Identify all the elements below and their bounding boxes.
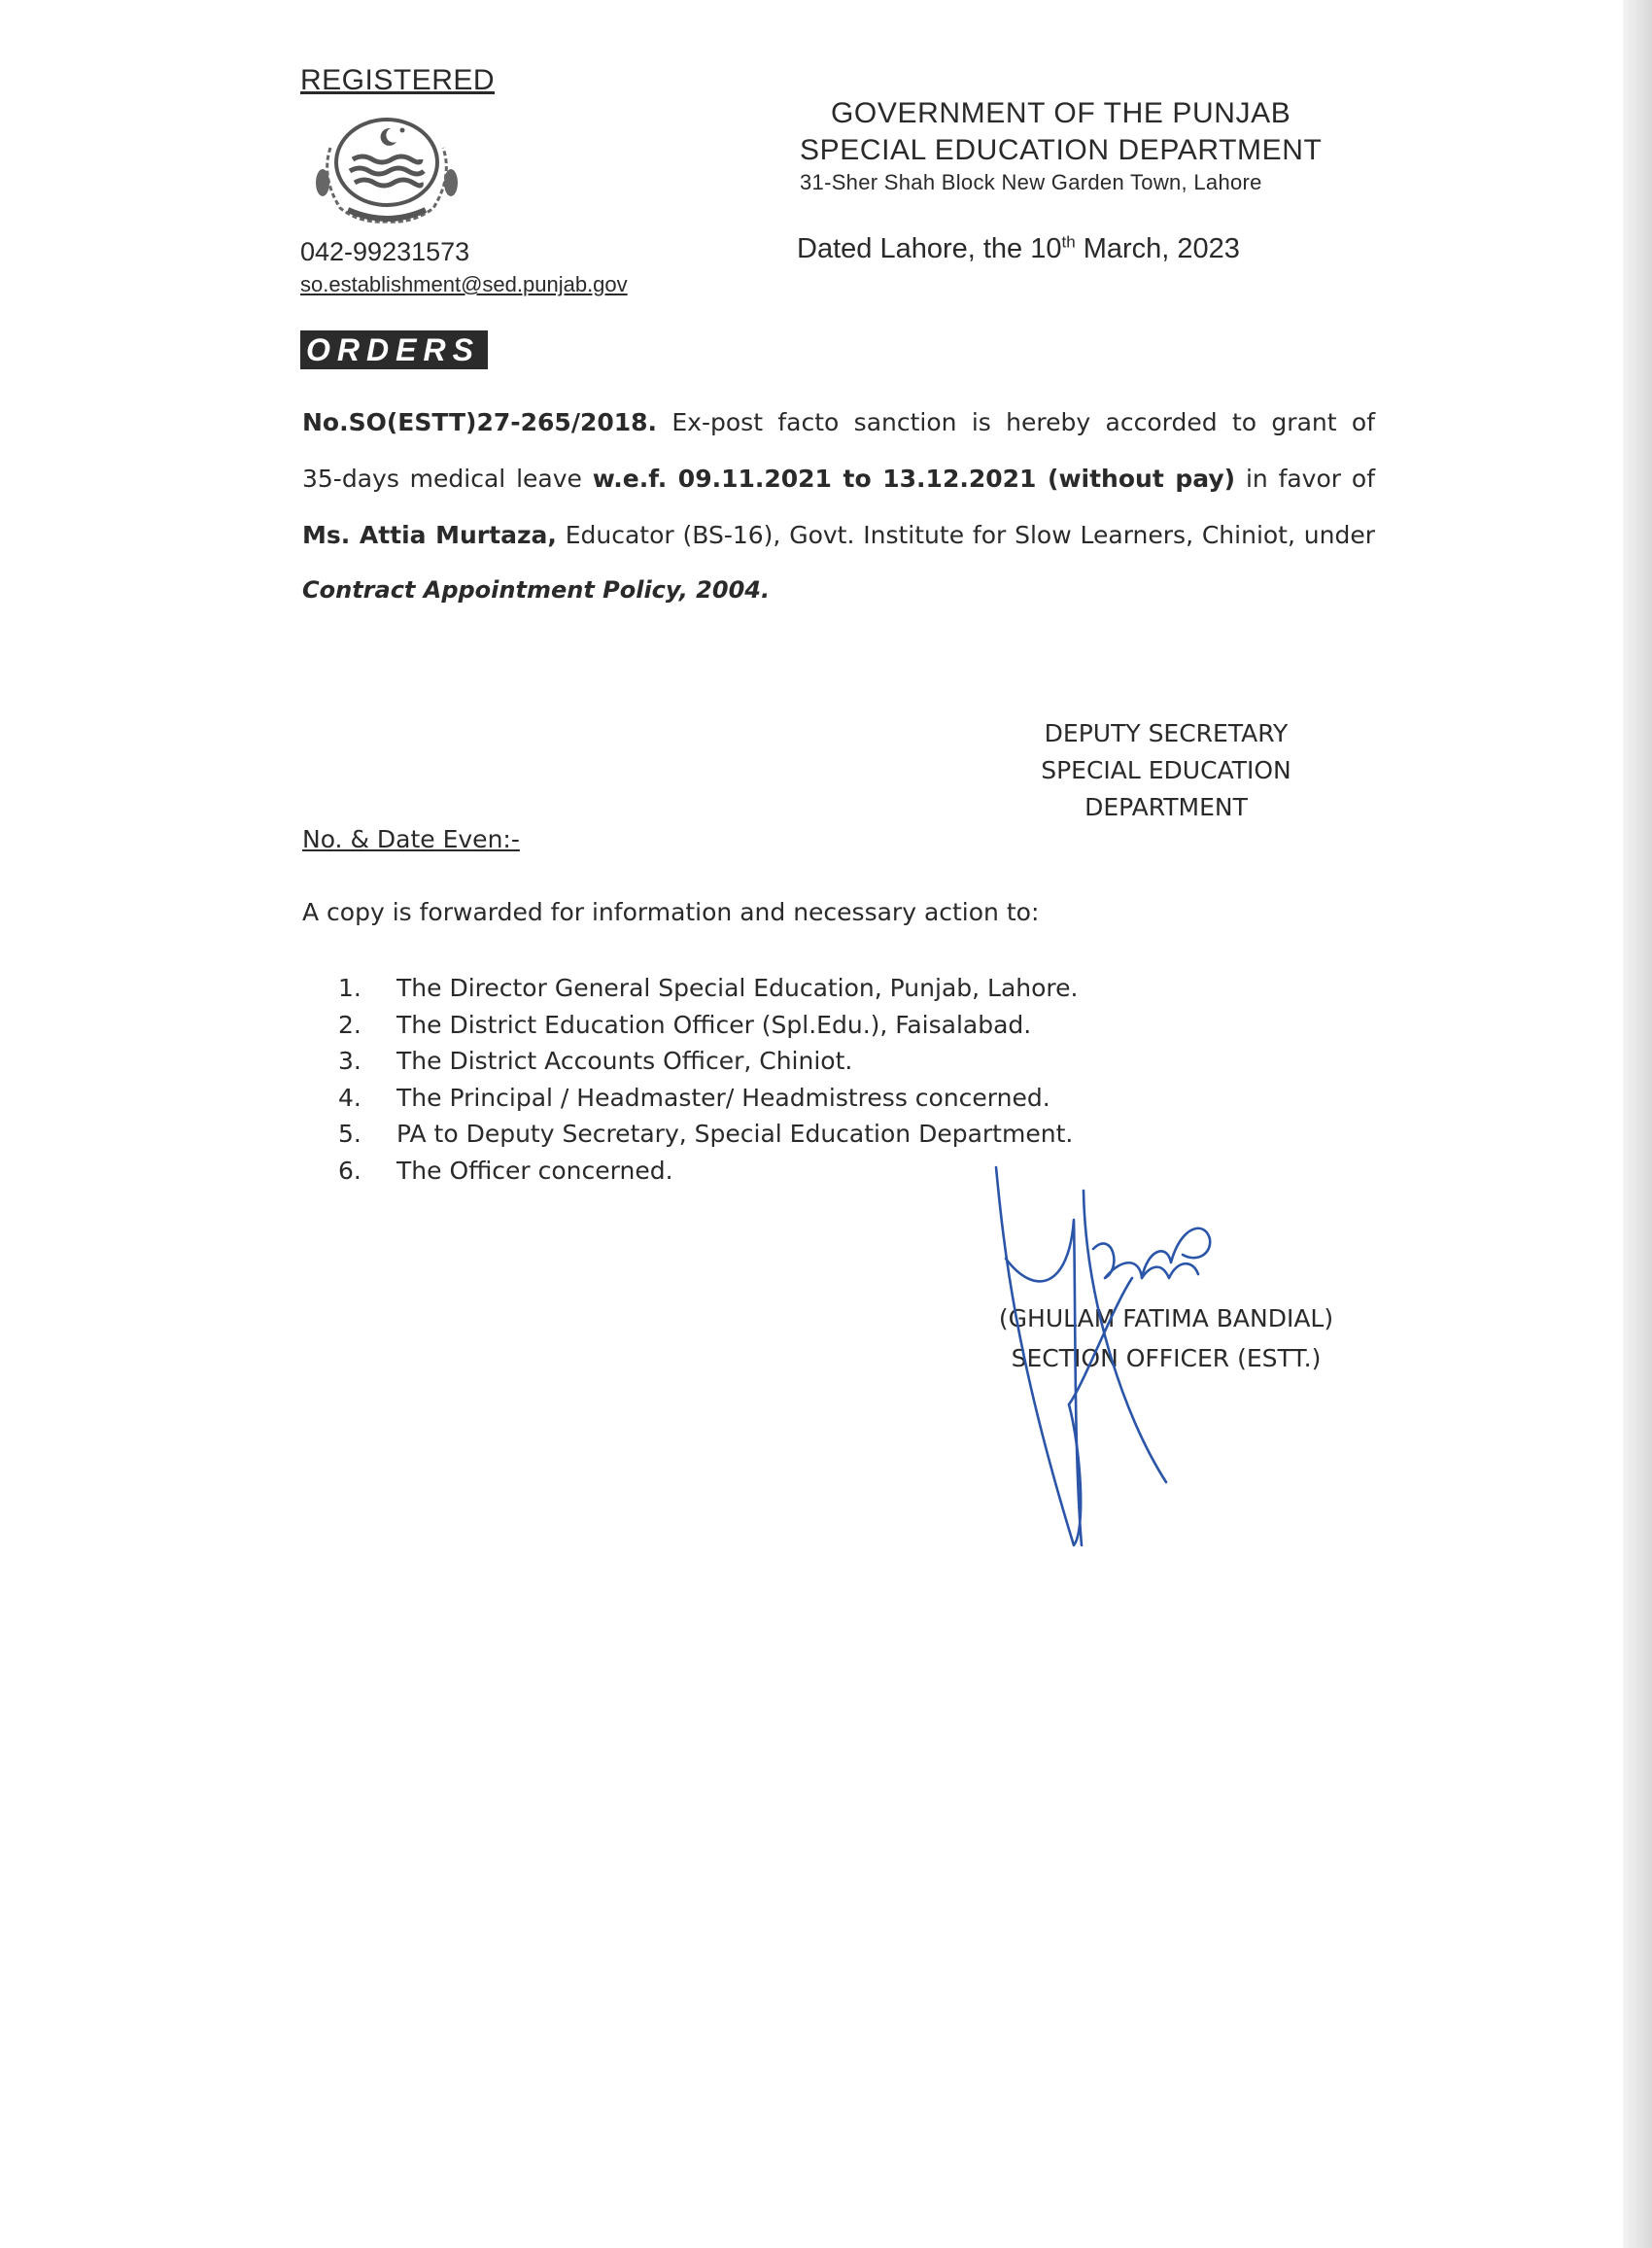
list-number: 1. (338, 974, 361, 1002)
date-superscript: th (1061, 232, 1076, 252)
list-number: 6. (338, 1156, 361, 1185)
department-address: 31-Sher Shah Block New Garden Town, Lahore (800, 170, 1262, 194)
list-number: 5. (338, 1120, 361, 1149)
orders-heading: ORDERS (300, 330, 488, 369)
government-title: GOVERNMENT OF THE PUNJAB (831, 97, 1291, 129)
list-number: 4. (338, 1083, 361, 1112)
list-text: PA to Deputy Secretary, Special Education Department. (396, 1120, 1074, 1149)
list-text: The District Accounts Officer, Chiniot. (396, 1047, 853, 1076)
list-item (338, 1116, 1078, 1153)
leave-dates: w.e.f. 09.11.2021 to 13.12.2021 (without pay) (592, 465, 1236, 493)
list-item (338, 1153, 1078, 1190)
order-line-1 (302, 408, 1375, 436)
list-text: The District Education Officer (Spl.Edu.), Faisalabad. (396, 1010, 1032, 1039)
section-officer-block (962, 1298, 1370, 1378)
copy-forwarded-text: A copy is forwarded for information and necessary action to: (302, 898, 1040, 926)
deputy-secretary-block (972, 715, 1360, 826)
department-title: SPECIAL EDUCATION DEPARTMENT (800, 134, 1323, 166)
number-date-even: No. & Date Even:- (302, 825, 520, 853)
employee-details: Educator (BS-16), Govt. Institute for Slow Learners, Chiniot, under (565, 521, 1375, 549)
phone-number: 042-99231573 (300, 237, 470, 266)
distribution-list (338, 970, 1078, 1190)
deputy-line-1: DEPUTY SECRETARY (1044, 719, 1289, 747)
order-reference: No.SO(ESTT)27-265/2018. (302, 408, 658, 436)
deputy-line-3: DEPARTMENT (1084, 793, 1248, 821)
page-edge-shadow (1623, 0, 1652, 2248)
email-address[interactable]: so.establishment@sed.punjab.gov (300, 272, 628, 296)
list-text: The Director General Special Education, Punjab, Lahore. (396, 974, 1079, 1002)
list-item (338, 970, 1078, 1007)
policy-reference: Contract Appointment Policy, 2004. (302, 576, 771, 604)
employee-name: Ms. Attia Murtaza, (302, 521, 557, 549)
punjab-seal-icon (309, 109, 465, 229)
order-line-1-text: Ex-post facto sanction is hereby accorded to grant of (671, 408, 1375, 436)
list-item (338, 1007, 1078, 1044)
list-number: 2. (338, 1010, 361, 1039)
date-prefix: Dated Lahore, the 10 (797, 233, 1062, 264)
leave-duration: 35-days medical leave (302, 465, 582, 493)
order-line-2 (302, 465, 1375, 493)
list-number: 3. (338, 1047, 361, 1076)
officer-name: (GHULAM FATIMA BANDIAL) (998, 1304, 1334, 1332)
date-suffix: March, 2023 (1075, 233, 1240, 264)
list-text: The Officer concerned. (396, 1156, 673, 1185)
registered-label: REGISTERED (300, 64, 496, 96)
order-line-3 (302, 521, 1375, 549)
deputy-line-2: SPECIAL EDUCATION (1041, 756, 1291, 784)
order-line-2-tail: in favor of (1245, 465, 1375, 493)
date-line (797, 233, 1240, 265)
list-item (338, 1080, 1078, 1117)
list-item (338, 1043, 1078, 1080)
list-text: The Principal / Headmaster/ Headmistress concerned. (396, 1083, 1050, 1112)
officer-title: SECTION OFFICER (ESTT.) (1011, 1344, 1322, 1372)
